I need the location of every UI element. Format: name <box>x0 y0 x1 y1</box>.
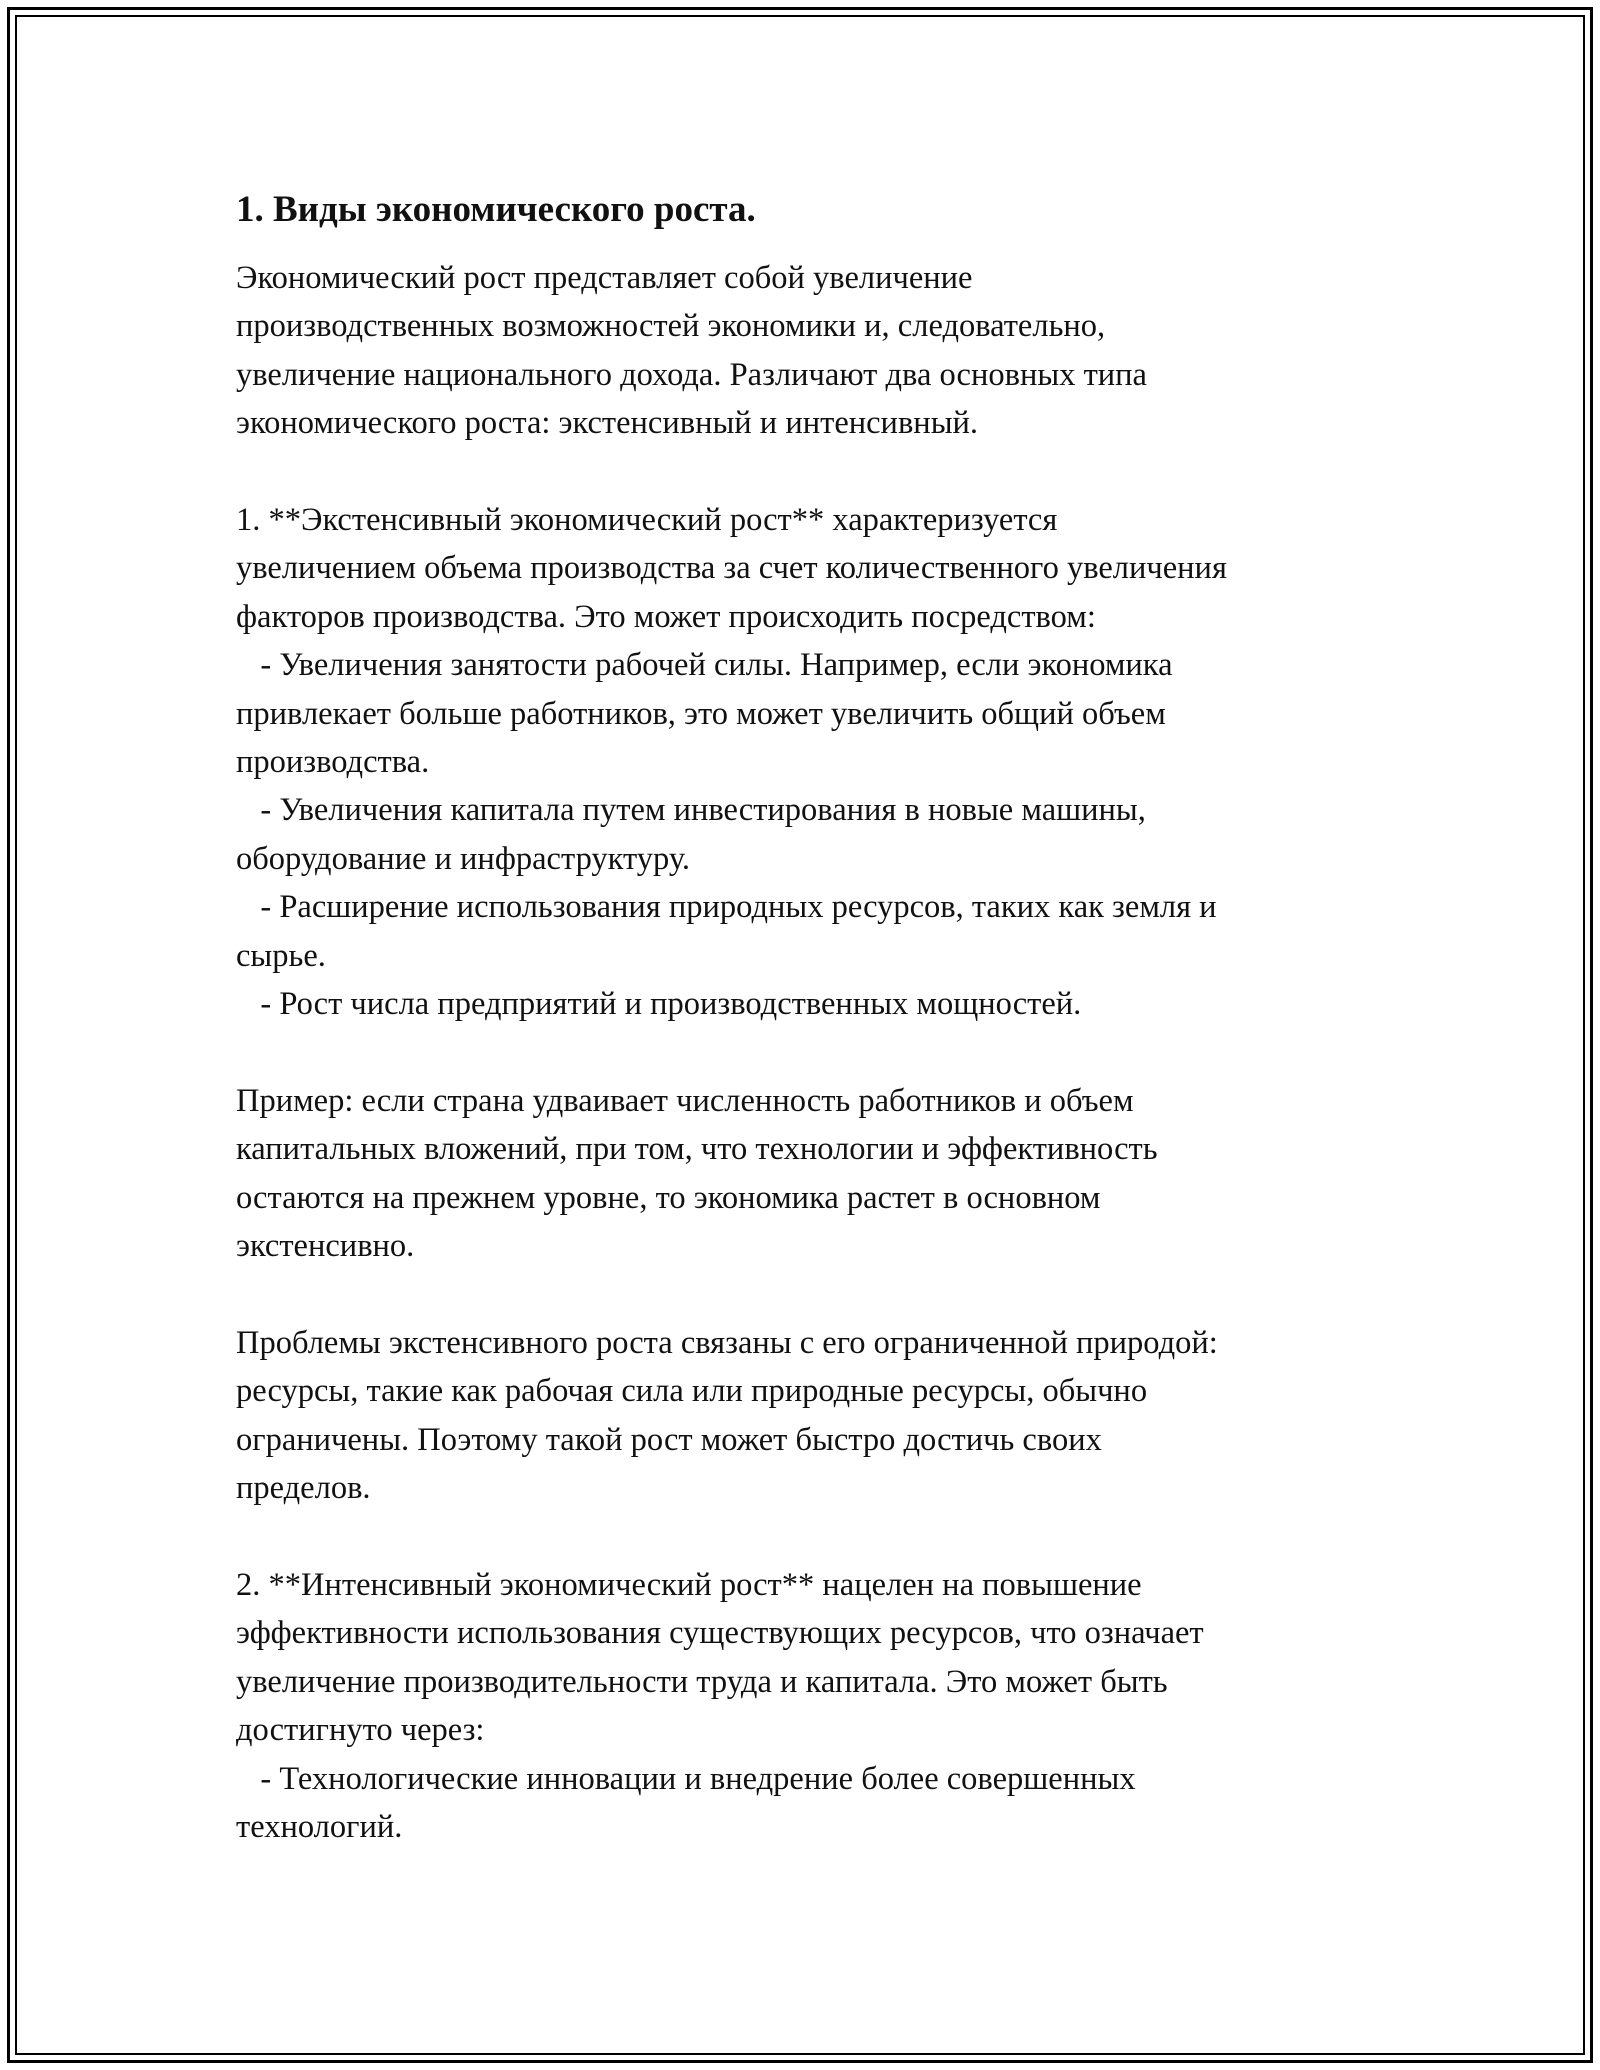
text-line: производственных возможностей экономики и, следовательно, <box>236 308 1106 345</box>
text-line: Экономический рост представляет собой увеличение <box>236 260 973 296</box>
text-line: - Технологические инновации и внедрение более совершенных <box>236 1760 1136 1797</box>
text-line: увеличением объема производства за счет количественного увеличения <box>236 550 1227 587</box>
text-line: - Расширение использования природных ресурсов, таких как земля и <box>236 889 1217 926</box>
text-line: капитальных вложений, при том, что технологии и эффективность <box>236 1131 1158 1168</box>
text-line: - Увеличения занятости рабочей силы. Например, если экономика <box>236 647 1173 684</box>
text-line: Пример: если страна удваивает численность работников и объем <box>236 1082 1134 1119</box>
text-line: факторов производства. Это может происходить посредством: <box>236 598 1096 635</box>
text-line: увеличение национального дохода. Различают два основных типа <box>236 356 1147 393</box>
text-line: - Увеличения капитала путем инвестирования в новые машины, <box>236 792 1146 829</box>
text-line: 1. **Экстенсивный экономический рост** характеризуется <box>236 502 1058 539</box>
blank-line <box>236 1271 1376 1319</box>
text-line: сырье. <box>236 937 326 974</box>
text-line: достигнуто через: <box>236 1712 485 1749</box>
text-line: экономического роста: экстенсивный и интенсивный. <box>236 405 979 442</box>
text-line: - Рост числа предприятий и производственных мощностей. <box>236 986 1082 1023</box>
text-line: оборудование и инфраструктуру. <box>236 840 690 877</box>
document-title: 1. Виды экономического роста. <box>236 189 756 230</box>
text-line: 2. **Интенсивный экономический рост** нацелен на повышение <box>236 1566 1142 1603</box>
blank-line <box>236 448 1376 496</box>
text-line: эффективности использования существующих ресурсов, что означает <box>236 1615 1204 1652</box>
text-line: увеличение производительности труда и капитала. Это может быть <box>236 1663 1168 1700</box>
text-line: остаются на прежнем уровне, то экономика растет в основном <box>236 1179 1101 1216</box>
text-line: экстенсивно. <box>236 1228 415 1265</box>
document-body <box>236 254 1376 1851</box>
text-line: пределов. <box>236 1470 371 1507</box>
text-line: Проблемы экстенсивного роста связаны с его ограниченной природой: <box>236 1324 1218 1361</box>
text-line: ограничены. Поэтому такой рост может быстро достичь своих <box>236 1421 1102 1458</box>
text-line: производства. <box>236 744 430 781</box>
text-line: привлекает больше работников, это может увеличить общий объем <box>236 695 1166 732</box>
text-line: ресурсы, такие как рабочая сила или природные ресурсы, обычно <box>236 1373 1148 1410</box>
blank-line <box>236 1513 1376 1561</box>
blank-line <box>236 1029 1376 1077</box>
document-content <box>236 186 1376 1851</box>
text-line: технологий. <box>236 1809 403 1845</box>
